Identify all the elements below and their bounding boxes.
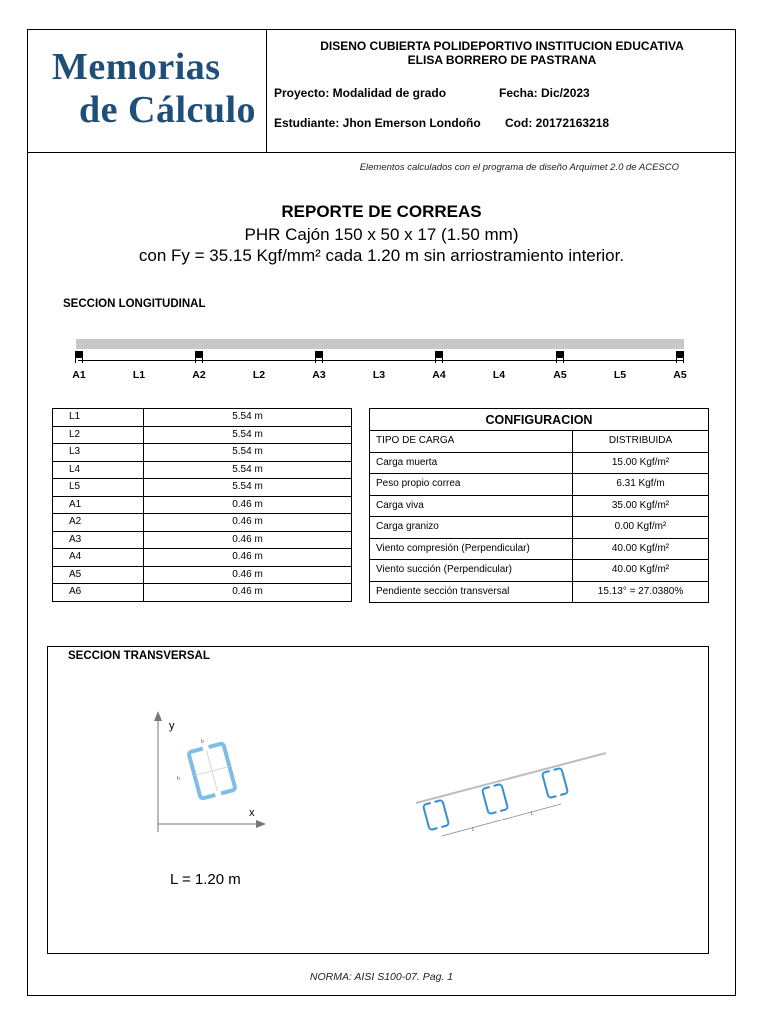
- table-row: [53, 426, 352, 444]
- box-profile-detail: [188, 740, 237, 801]
- spacing-value: L = 1.20 m: [170, 871, 241, 888]
- config-label: Peso propio correa: [370, 474, 573, 496]
- logo-panel: [28, 30, 267, 152]
- axis-label-l4: L4: [492, 369, 506, 381]
- transversal-section-title: SECCION TRANSVERSAL: [68, 650, 210, 662]
- config-label: Carga viva: [370, 495, 573, 517]
- config-label: Viento compresión (Perpendicular): [370, 538, 573, 560]
- dim-name: A5: [53, 566, 144, 584]
- table-row: [53, 514, 352, 532]
- purlin-1: [422, 798, 449, 832]
- configuration-table: [369, 408, 709, 603]
- table-row: [53, 444, 352, 462]
- config-value: 35.00 Kgf/m²: [573, 495, 709, 517]
- axis-label-l3: L3: [372, 369, 386, 381]
- table-row: [53, 584, 352, 602]
- y-axis-label: y: [169, 720, 175, 732]
- config-value: DISTRIBUIDA: [573, 431, 709, 453]
- dim-value: 0.46 m: [144, 531, 352, 549]
- axis-label-a1: A1: [72, 369, 86, 381]
- axis-tick: [442, 357, 443, 363]
- proyecto-label: Proyecto: Modalidad de grado: [274, 86, 447, 100]
- axis-tick: [563, 357, 564, 363]
- dim-value: 5.54 m: [144, 479, 352, 497]
- x-axis-arrow-icon: [256, 820, 266, 828]
- config-label: Carga granizo: [370, 517, 573, 539]
- table-row: [370, 581, 709, 603]
- transversal-section-box: [47, 646, 709, 954]
- dim-b-label: b: [201, 739, 204, 745]
- logo-line2: de Cálculo: [79, 89, 257, 131]
- dim-value: 0.46 m: [144, 566, 352, 584]
- config-value: 40.00 Kgf/m²: [573, 538, 709, 560]
- axis-tick: [435, 357, 436, 363]
- page-footer: NORMA: AISI S100-07. Pag. 1: [309, 971, 454, 983]
- dim-name: L5: [53, 479, 144, 497]
- axis-tick: [676, 357, 677, 363]
- dim-name: L2: [53, 426, 144, 444]
- dim-value: 5.54 m: [144, 409, 352, 427]
- table-row: [370, 560, 709, 582]
- x-axis-label: x: [249, 807, 255, 819]
- logo-line1: Memorias: [52, 46, 221, 88]
- roof-slope-line: [416, 753, 606, 803]
- table-row: [53, 479, 352, 497]
- config-label: TIPO DE CARGA: [370, 431, 573, 453]
- longitudinal-section-title: SECCION LONGITUDINAL: [63, 298, 206, 310]
- report-title: REPORTE DE CORREAS: [281, 202, 482, 221]
- project-title-line2: ELISA BORRERO DE PASTRANA: [407, 53, 597, 67]
- dim-name: A3: [53, 531, 144, 549]
- dim-value: 5.54 m: [144, 444, 352, 462]
- config-label: Viento succión (Perpendicular): [370, 560, 573, 582]
- table-row: [370, 452, 709, 474]
- spacing-label: L: [531, 811, 534, 817]
- config-label: Carga muerta: [370, 452, 573, 474]
- dim-value: 0.46 m: [144, 584, 352, 602]
- axis-label-l2: L2: [252, 369, 266, 381]
- beam-bar: [76, 339, 684, 349]
- dim-name: L1: [53, 409, 144, 427]
- purlin-outline: [423, 800, 449, 830]
- purlin-2: [481, 782, 508, 816]
- axis-label-l5: L5: [613, 369, 627, 381]
- axis-tick: [315, 357, 316, 363]
- config-value: 0.00 Kgf/m²: [573, 517, 709, 539]
- axis-tick: [202, 357, 203, 363]
- estudiante-label: Estudiante: Jhon Emerson Londoño: [274, 116, 481, 130]
- table-row: [53, 409, 352, 427]
- purlin-outline: [542, 768, 568, 798]
- axis-label-a5-end: A5: [673, 369, 687, 381]
- header-divider: [28, 152, 735, 153]
- dim-name: L4: [53, 461, 144, 479]
- axis-tick: [195, 357, 196, 363]
- purlin-3: [541, 766, 568, 800]
- configuration-title: CONFIGURACION: [370, 409, 709, 431]
- dim-name: L3: [53, 444, 144, 462]
- axis-label-a4: A4: [432, 369, 446, 381]
- transversal-section-drawing: [48, 647, 708, 953]
- project-title: [267, 39, 737, 67]
- axis-label-l1: L1: [132, 369, 146, 381]
- config-value: 15.13° = 27.0380%: [573, 581, 709, 603]
- axis-tick: [82, 357, 83, 363]
- dim-h-label: h: [177, 776, 180, 782]
- profile-center-line: [206, 748, 218, 794]
- dim-name: A1: [53, 496, 144, 514]
- report-page: [27, 29, 736, 996]
- config-label: Pendiente sección transversal: [370, 581, 573, 603]
- table-row: [370, 538, 709, 560]
- dim-value: 0.46 m: [144, 549, 352, 567]
- table-row: [370, 431, 709, 453]
- axis-tick: [75, 357, 76, 363]
- dim-value: 5.54 m: [144, 461, 352, 479]
- axis-label-a5: A5: [553, 369, 567, 381]
- table-row: [53, 549, 352, 567]
- table-row: [53, 461, 352, 479]
- spacing-label: L: [472, 827, 475, 833]
- dim-value: 0.46 m: [144, 496, 352, 514]
- dim-name: A4: [53, 549, 144, 567]
- purlin-outline: [482, 784, 508, 814]
- config-value: 40.00 Kgf/m²: [573, 560, 709, 582]
- project-title-line1: DISENO CUBIERTA POLIDEPORTIVO INSTITUCION EDUCATIVA: [320, 39, 684, 53]
- dim-value: 0.46 m: [144, 514, 352, 532]
- axis-tick: [683, 357, 684, 363]
- config-value: 15.00 Kgf/m²: [573, 452, 709, 474]
- report-subtitle-fy: con Fy = 35.15 Kgf/mm² cada 1.20 m sin arriostramiento interior.: [138, 246, 625, 265]
- config-value: 6.31 Kgf/m: [573, 474, 709, 496]
- dim-name: A2: [53, 514, 144, 532]
- dimensions-table: [52, 408, 352, 602]
- report-subtitle-profile: PHR Cajón 150 x 50 x 17 (1.50 mm): [244, 225, 519, 244]
- table-row: [53, 531, 352, 549]
- table-row: [370, 474, 709, 496]
- table-row: [53, 496, 352, 514]
- table-row: [53, 566, 352, 584]
- axis-tick: [322, 357, 323, 363]
- table-header-row: [370, 409, 709, 431]
- fecha-label: Fecha: Dic/2023: [499, 86, 590, 100]
- axis-tick: [556, 357, 557, 363]
- y-axis-arrow-icon: [154, 711, 162, 721]
- table-row: [370, 495, 709, 517]
- dim-value: 5.54 m: [144, 426, 352, 444]
- table-row: [370, 517, 709, 539]
- axis-label-a3: A3: [312, 369, 326, 381]
- beam-axis-line: [78, 360, 684, 361]
- axis-label-a2: A2: [192, 369, 206, 381]
- software-note: Elementos calculados con el programa de diseño Arquimet 2.0 de ACESCO: [359, 162, 679, 173]
- cod-label: Cod: 20172163218: [505, 116, 610, 130]
- dim-name: A6: [53, 584, 144, 602]
